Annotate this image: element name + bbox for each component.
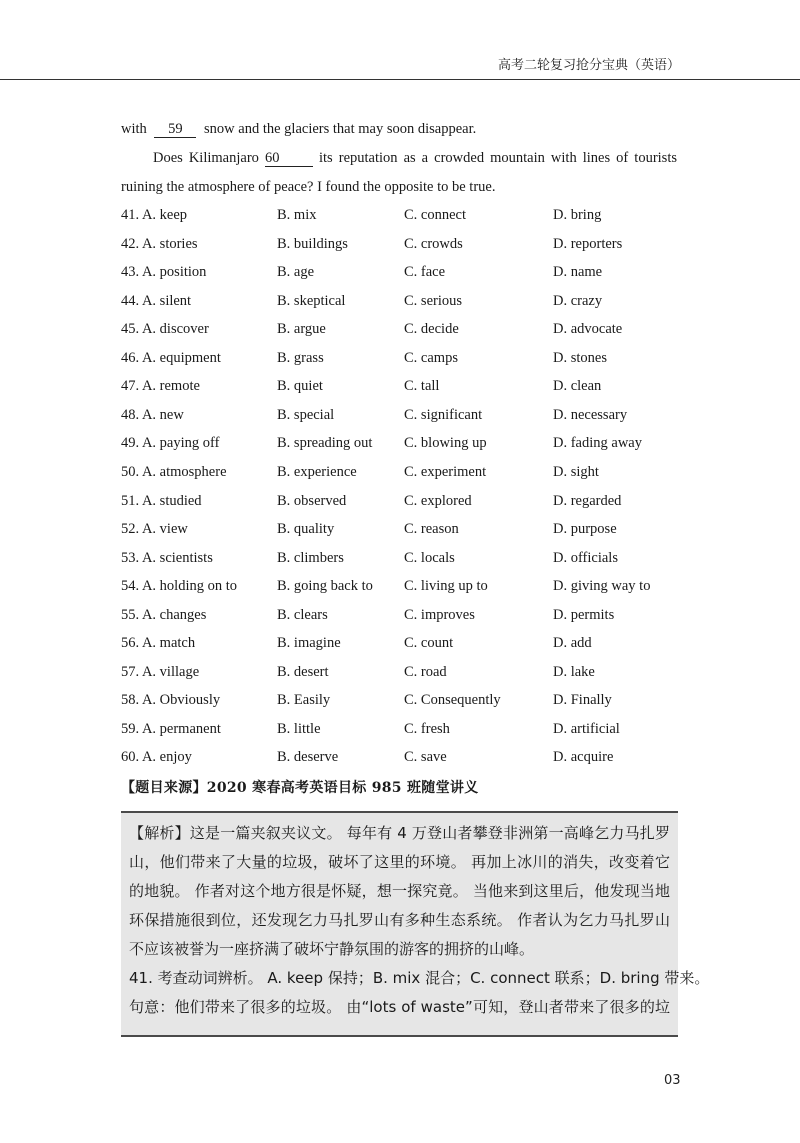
option-d: D. artificial — [553, 720, 620, 737]
option-c: C. face — [404, 264, 446, 281]
option-c: C. count — [404, 635, 454, 652]
option-c: C. road — [404, 663, 447, 680]
option-d: D. name — [553, 264, 603, 281]
option-b: B. little — [277, 720, 321, 737]
option-d: D. stones — [553, 349, 607, 366]
option-b: B. deserve — [277, 749, 339, 766]
passage-line-3: ruining the atmosphere of peace? I found the opposite to be true. — [121, 179, 496, 195]
option-d: D. regarded — [553, 492, 622, 509]
option-b: B. quality — [277, 521, 335, 538]
option-b: B. observed — [277, 492, 347, 509]
option-c: C. improves — [404, 606, 475, 623]
option-c: C. living up to — [404, 578, 488, 595]
option-b: B. argue — [277, 321, 326, 338]
option-b: B. experience — [277, 463, 357, 480]
option-b: B. age — [277, 264, 315, 281]
option-c: C. decide — [404, 321, 459, 338]
analysis-line: 句意：他们带来了很多的垃圾。 由“lots of waste”可知，登山者带来了很多的垃 — [129, 998, 670, 1016]
passage-text: with — [121, 121, 147, 137]
option-a: 41. A. keep — [121, 207, 188, 223]
option-d: D. advocate — [553, 321, 623, 338]
analysis-line: 不应该被誉为一座挤满了破坏宁静氛围的游客的拥挤的山峰。 — [129, 940, 535, 958]
analysis-line: 的地貌。 作者对这个地方很是怀疑，想一探究竟。 当他来到这里后，他发现当地 — [129, 882, 670, 900]
option-a: 49. A. paying off — [121, 435, 220, 452]
option-a: 46. A. equipment — [121, 349, 221, 366]
option-a: 57. A. village — [121, 663, 200, 680]
option-d: D. bring — [553, 207, 602, 223]
option-b: B. quiet — [277, 378, 323, 395]
option-d: D. fading away — [553, 435, 642, 452]
option-a: 55. A. changes — [121, 606, 207, 623]
option-a: 53. A. scientists — [121, 549, 213, 566]
option-b: B. imagine — [277, 635, 341, 652]
option-c: C. experiment — [404, 463, 487, 480]
option-b: B. climbers — [277, 549, 344, 566]
blank-59: 59 — [154, 121, 196, 138]
analysis-line: 41. 考查动词辨析。 A. keep 保持；B. mix 混合；C. connect 联系；D. bring 带来。 — [129, 969, 710, 987]
option-a: 60. A. enjoy — [121, 749, 192, 766]
option-c: C. Consequently — [404, 692, 501, 709]
option-b: B. grass — [277, 349, 324, 366]
analysis-box — [121, 811, 710, 1037]
option-d: D. acquire — [553, 749, 614, 766]
passage-text: its reputation as a crowded mountain with lines of tourists — [319, 150, 677, 166]
option-c: C. tall — [404, 378, 440, 395]
option-a: 50. A. atmosphere — [121, 463, 227, 480]
option-c: C. connect — [404, 207, 467, 223]
option-c: C. locals — [404, 549, 455, 566]
option-d: D. giving way to — [553, 578, 651, 595]
option-a: 52. A. view — [121, 521, 188, 538]
option-a: 44. A. silent — [121, 292, 192, 309]
analysis-line: 【解析】这是一篇夹叙夹议文。 每年有 4 万登山者攀登非洲第一高峰乞力马扎罗 — [129, 824, 670, 842]
option-a: 59. A. permanent — [121, 720, 221, 737]
option-d: D. lake — [553, 663, 595, 680]
option-d: D. crazy — [553, 292, 603, 309]
page-number: 03 — [664, 1073, 681, 1088]
option-a: 48. A. new — [121, 406, 184, 423]
option-c: C. significant — [404, 406, 483, 423]
option-c: C. fresh — [404, 720, 450, 737]
option-b: B. special — [277, 406, 335, 423]
option-d: D. Finally — [553, 692, 612, 709]
option-c: C. blowing up — [404, 435, 487, 452]
option-b: B. spreading out — [277, 435, 373, 452]
option-b: B. Easily — [277, 692, 331, 709]
passage-text: snow and the glaciers that may soon disappear. — [204, 121, 477, 137]
option-a: 54. A. holding on to — [121, 578, 238, 595]
option-c: C. explored — [404, 492, 472, 509]
option-b: B. buildings — [277, 235, 348, 252]
option-d: D. clean — [553, 378, 602, 395]
option-b: B. mix — [277, 207, 317, 223]
option-c: C. camps — [404, 349, 458, 366]
question-source: 【题目来源】2020 寒春高考英语目标 985 班随堂讲义 — [121, 780, 479, 796]
option-a: 43. A. position — [121, 264, 207, 281]
option-c: C. crowds — [404, 235, 463, 252]
option-a: 45. A. discover — [121, 321, 209, 338]
option-a: 42. A. stories — [121, 235, 198, 252]
option-a: 47. A. remote — [121, 378, 200, 395]
option-d: D. sight — [553, 463, 599, 480]
passage-text: Does Kilimanjaro — [153, 150, 259, 166]
option-d: D. purpose — [553, 521, 617, 538]
passage-line-2 — [121, 148, 677, 168]
blank-60: 60 — [265, 150, 313, 167]
option-d: D. necessary — [553, 406, 628, 423]
option-b: B. skeptical — [277, 292, 346, 309]
option-b: B. going back to — [277, 578, 373, 595]
option-a: 58. A. Obviously — [121, 692, 221, 709]
option-a: 56. A. match — [121, 635, 196, 652]
option-a: 51. A. studied — [121, 492, 202, 509]
option-d: D. officials — [553, 549, 618, 566]
option-b: B. clears — [277, 606, 328, 623]
option-d: D. add — [553, 635, 592, 652]
header-rule — [0, 79, 800, 80]
option-c: C. save — [404, 749, 447, 766]
option-d: D. reporters — [553, 235, 623, 252]
analysis-line: 山，他们带来了大量的垃圾，破坏了这里的环境。 再加上冰川的消失，改变着它 — [129, 853, 670, 871]
analysis-line: 环保措施很到位，还发现乞力马扎罗山有多种生态系统。 作者认为乞力马扎罗山 — [129, 911, 670, 929]
option-c: C. serious — [404, 292, 462, 309]
option-b: B. desert — [277, 663, 329, 680]
option-d: D. permits — [553, 606, 615, 623]
option-c: C. reason — [404, 521, 459, 538]
passage-line-1 — [121, 119, 476, 139]
header-title: 高考二轮复习抢分宝典（英语） — [497, 58, 680, 73]
